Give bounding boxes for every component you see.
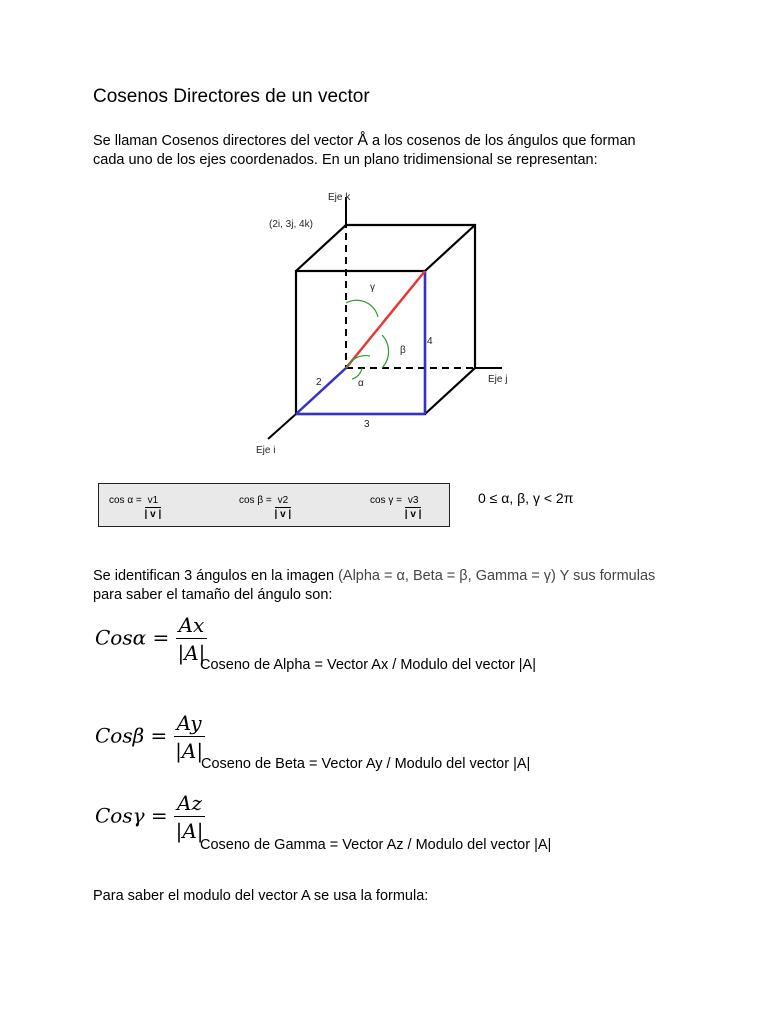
alpha-arc-1 bbox=[346, 356, 370, 368]
vector-red bbox=[346, 271, 425, 368]
cos-alpha-label: cos α = bbox=[109, 495, 142, 506]
cos-beta-num: v2 bbox=[275, 495, 292, 508]
cube-front-face bbox=[296, 271, 425, 414]
formula-gamma-num: Az bbox=[174, 791, 205, 817]
intro-text-1: Se llaman Cosenos directores del vector bbox=[93, 133, 354, 149]
beta-label: β bbox=[400, 345, 406, 356]
vector-symbol: Å bbox=[357, 132, 368, 149]
page-title: Cosenos Directores de un vector bbox=[93, 86, 370, 107]
cos-alpha-formula bbox=[109, 495, 161, 521]
closing-text: Para saber el modulo del vector A se usa la formula: bbox=[93, 888, 429, 904]
length-k-label: 4 bbox=[427, 336, 433, 347]
point-label: (2i, 3j, 4k) bbox=[269, 219, 313, 230]
cos-alpha-num: v1 bbox=[145, 495, 162, 508]
alpha-label: α bbox=[358, 378, 364, 389]
axis-i-label: Eje i bbox=[256, 445, 276, 456]
formula-alpha bbox=[95, 613, 207, 665]
gamma-arc bbox=[346, 300, 378, 317]
intro-paragraph bbox=[93, 131, 636, 170]
formula-gamma bbox=[95, 791, 205, 843]
cube-edge bbox=[425, 225, 475, 271]
angles-paragraph bbox=[93, 567, 655, 605]
formula-gamma-lhs: Cosγ = bbox=[95, 803, 168, 828]
length-j-label: 3 bbox=[364, 419, 370, 430]
cos-gamma-label: cos γ = bbox=[370, 495, 402, 506]
cos-beta-den: | v | bbox=[274, 509, 292, 520]
formula-beta-den: |A| bbox=[175, 739, 204, 763]
axis-j-label: Eje j bbox=[488, 374, 508, 385]
i-component-blue bbox=[296, 368, 346, 414]
formula-alpha-lhs: Cosα = bbox=[95, 625, 170, 650]
cos-gamma-den: | v | bbox=[404, 509, 422, 520]
beta-arc bbox=[382, 335, 389, 368]
formula-alpha-caption: Coseno de Alpha = Vector Ax / Modulo del vector |A| bbox=[200, 657, 536, 673]
cube-diagram bbox=[240, 185, 540, 460]
formula-gamma-den: |A| bbox=[175, 819, 204, 843]
formula-alpha-den: |A| bbox=[177, 641, 206, 665]
axis-i-line bbox=[268, 414, 296, 439]
direction-cosines-box bbox=[98, 483, 450, 527]
angle-range: 0 ≤ α, β, γ < 2π bbox=[478, 490, 574, 506]
formula-gamma-caption: Coseno de Gamma = Vector Az / Modulo del vector |A| bbox=[200, 837, 552, 853]
axis-k-label: Eje k bbox=[328, 192, 351, 203]
formula-beta-lhs: Cosβ = bbox=[95, 723, 168, 748]
formula-beta-caption: Coseno de Beta = Vector Ay / Modulo del vector |A| bbox=[201, 756, 531, 772]
intro-text-3: cada uno de los ejes coordenados. En un plano tridimensional se representan: bbox=[93, 152, 598, 168]
intro-text-2: a los cosenos de los ángulos que forman bbox=[372, 133, 636, 149]
cos-gamma-formula bbox=[370, 495, 421, 521]
gamma-label: γ bbox=[370, 282, 375, 293]
cos-beta-label: cos β = bbox=[239, 495, 272, 506]
cos-gamma-num: v3 bbox=[405, 495, 422, 508]
formula-alpha-num: Ax bbox=[176, 613, 208, 639]
length-i-label: 2 bbox=[316, 377, 322, 388]
cos-beta-formula bbox=[239, 495, 291, 521]
formula-beta-num: Ay bbox=[174, 711, 205, 737]
angles-text-1: Se identifican 3 ángulos en la imagen bbox=[93, 568, 335, 584]
formula-beta bbox=[95, 711, 205, 763]
cos-alpha-den: | v | bbox=[144, 509, 162, 520]
angles-text-2: (Alpha = α, Beta = β, Gamma = γ) Y sus formulas bbox=[338, 568, 656, 584]
angles-text-3: para saber el tamaño del ángulo son: bbox=[93, 587, 333, 603]
